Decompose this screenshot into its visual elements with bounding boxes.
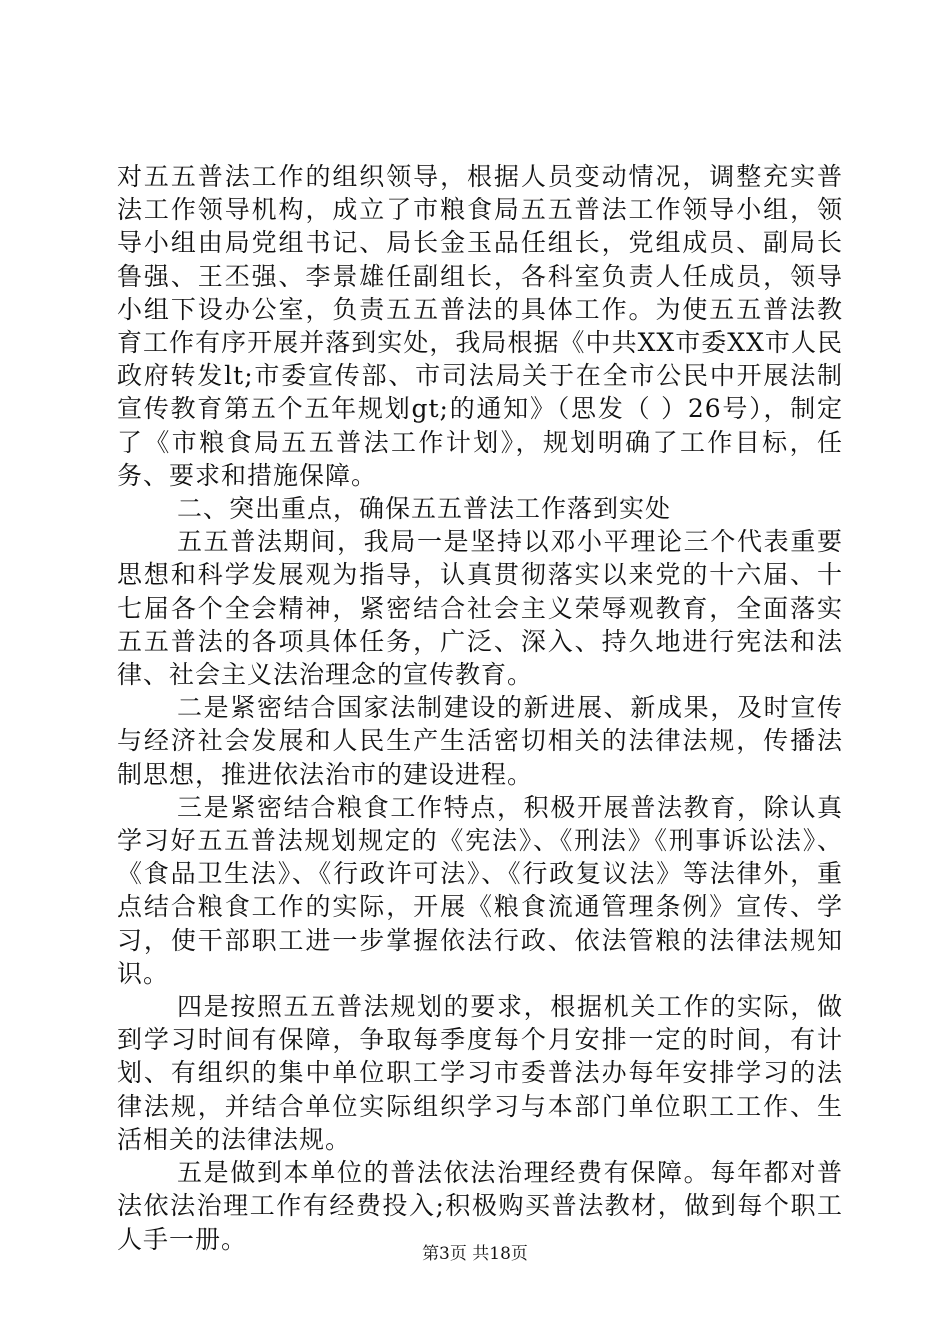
paragraph-first-measure: 五五普法期间，我局一是坚持以邓小平理论三个代表重要思想和科学发展观为指导，认真贯彻落实以来党的十六届、十七届各个全会精神，紧密结合社会主义荣辱观教育，全面落实五五普法的各项具体任务，广泛、深入、持久地进行宪法和法律、社会主义法治理念的宣传教育。 [117, 527, 843, 690]
paragraph-fourth-measure: 四是按照五五普法规划的要求，根据机关工作的实际，做到学习时间有保障，争取每季度每个月安排一定的时间，有计划、有组织的集中单位职工学习市委普法办每年安排学习的法律法规，并结合单位实际组织学习与本部门单位职工工作、生活相关的法律法规。 [117, 992, 843, 1154]
paragraph-second-measure: 二是紧密结合国家法制建设的新进展、新成果，及时宣传与经济社会发展和人民生产生活密切相关的法律法规，传播法制思想，推进依法治市的建设进程。 [117, 693, 843, 789]
section-heading-2: 二、突出重点，确保五五普法工作落到实处 [177, 494, 672, 524]
paragraph-third-measure: 三是紧密结合粮食工作特点，积极开展普法教育，除认真学习好五五普法规划规定的《宪法》、《刑法》《刑事诉讼法》、《食品卫生法》、《行政许可法》、《行政复议法》等法律外，重点结合粮食工作的实际，开展《粮食流通管理条例》宣传、学习，使干部职工进一步掌握依法行政、依法管粮的法律法规知识。 [117, 792, 843, 988]
document-body [117, 160, 843, 1256]
paragraph-fifth-measure: 五是做到本单位的普法依法治理经费有保障。每年都对普法依法治理工作有经费投入;积极购买普法教材，做到每个职工人手一册。 [117, 1158, 843, 1254]
paragraph-leadership: 对五五普法工作的组织领导，根据人员变动情况，调整充实普法工作领导机构，成立了市粮食局五五普法工作领导小组，领导小组由局党组书记、局长金玉品任组长，党组成员、副局长鲁强、王丕强、李景雄任副组长，各科室负责人任成员，领导小组下设办公室，负责五五普法的具体工作。为使五五普法教育工作有序开展并落到实处，我局根据《中共XX市委XX市人民政府转发lt;市委宣传部、市司法局关于在全市公民中开展法制宣传教育第五个五年规划gt;的通知》（思发（ ）26号），制定了《市粮食局五五普法工作计划》，规划明确了工作目标，任务、要求和措施保障。 [117, 162, 843, 490]
page-footer: 第3页 共18页 [422, 1244, 528, 1264]
